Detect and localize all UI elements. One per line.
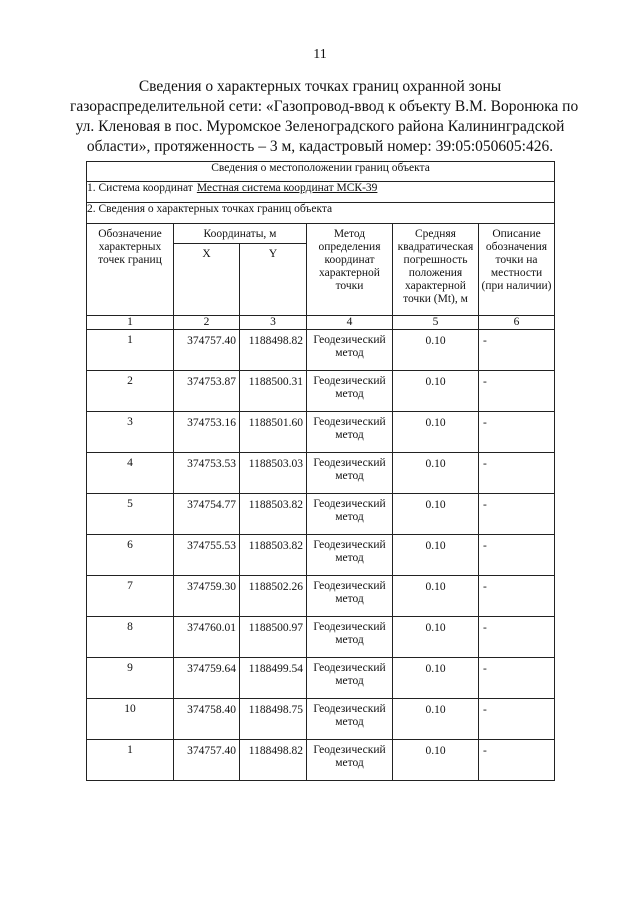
column-index: 2 — [174, 316, 240, 330]
column-index: 3 — [240, 316, 307, 330]
point-cell: 1 — [87, 330, 174, 371]
y-coordinate-cell: 1188503.82 — [240, 535, 307, 576]
error-cell: 0.10 — [393, 371, 479, 412]
y-coordinate-cell: 1188502.26 — [240, 576, 307, 617]
description-cell: - — [479, 658, 555, 699]
point-cell: 5 — [87, 494, 174, 535]
y-coordinate-cell: 1188499.54 — [240, 658, 307, 699]
error-cell: 0.10 — [393, 535, 479, 576]
heading-line: газораспределительной сети: «Газопровод-ввод к объекту В.М. Воронюка по — [70, 98, 579, 115]
point-cell: 7 — [87, 576, 174, 617]
y-coordinate-cell: 1188501.60 — [240, 412, 307, 453]
method-cell: Геодезический метод — [307, 371, 393, 412]
error-cell: 0.10 — [393, 330, 479, 371]
point-cell: 10 — [87, 699, 174, 740]
table-row — [87, 740, 555, 781]
x-coordinate-cell: 374753.87 — [174, 371, 240, 412]
header-x: X — [174, 244, 240, 316]
x-coordinate-cell: 374754.77 — [174, 494, 240, 535]
points-section-title: 2. Сведения о характерных точках границ объекта — [87, 203, 555, 224]
method-cell: Геодезический метод — [307, 699, 393, 740]
table-row — [87, 494, 555, 535]
method-cell: Геодезический метод — [307, 330, 393, 371]
table-row — [87, 330, 555, 371]
error-cell: 0.10 — [393, 617, 479, 658]
point-cell: 8 — [87, 617, 174, 658]
boundary-points-table — [86, 161, 555, 781]
method-cell: Геодезический метод — [307, 740, 393, 781]
table-row — [87, 658, 555, 699]
point-cell: 4 — [87, 453, 174, 494]
point-cell: 9 — [87, 658, 174, 699]
method-cell: Геодезический метод — [307, 412, 393, 453]
error-cell: 0.10 — [393, 453, 479, 494]
table-row — [87, 535, 555, 576]
x-coordinate-cell: 374757.40 — [174, 740, 240, 781]
description-cell: - — [479, 494, 555, 535]
error-cell: 0.10 — [393, 740, 479, 781]
description-cell: - — [479, 535, 555, 576]
x-coordinate-cell: 374758.40 — [174, 699, 240, 740]
column-index: 5 — [393, 316, 479, 330]
description-cell: - — [479, 740, 555, 781]
table-row — [87, 699, 555, 740]
x-coordinate-cell: 374759.64 — [174, 658, 240, 699]
method-cell: Геодезический метод — [307, 494, 393, 535]
error-cell: 0.10 — [393, 699, 479, 740]
coord-system-value: Местная система координат МСК-39 — [196, 182, 378, 194]
y-coordinate-cell: 1188498.75 — [240, 699, 307, 740]
coord-system-cell — [87, 182, 555, 203]
method-cell: Геодезический метод — [307, 535, 393, 576]
header-method: Метод определения координат характерной точки — [307, 224, 393, 316]
x-coordinate-cell: 374755.53 — [174, 535, 240, 576]
description-cell: - — [479, 371, 555, 412]
method-cell: Геодезический метод — [307, 617, 393, 658]
coord-system-label: 1. Система координат — [87, 182, 193, 194]
header-row-1 — [87, 224, 555, 244]
error-cell: 0.10 — [393, 494, 479, 535]
table-row — [87, 412, 555, 453]
method-cell: Геодезический метод — [307, 576, 393, 617]
y-coordinate-cell: 1188498.82 — [240, 330, 307, 371]
description-cell: - — [479, 576, 555, 617]
point-cell: 1 — [87, 740, 174, 781]
header-coordinates: Координаты, м — [174, 224, 307, 244]
y-coordinate-cell: 1188500.97 — [240, 617, 307, 658]
error-cell: 0.10 — [393, 576, 479, 617]
error-cell: 0.10 — [393, 412, 479, 453]
description-cell: - — [479, 617, 555, 658]
document-heading — [70, 77, 579, 157]
header-designation: Обозначение характерных точек границ — [87, 224, 174, 316]
column-index: 4 — [307, 316, 393, 330]
description-cell: - — [479, 330, 555, 371]
x-coordinate-cell: 374760.01 — [174, 617, 240, 658]
method-cell: Геодезический метод — [307, 658, 393, 699]
point-cell: 6 — [87, 535, 174, 576]
header-y: Y — [240, 244, 307, 316]
x-coordinate-cell: 374759.30 — [174, 576, 240, 617]
point-cell: 3 — [87, 412, 174, 453]
heading-line: Сведения о характерных точках границ охранной зоны — [138, 78, 502, 95]
heading-line: ул. Кленовая в пос. Муромское Зеленоградского района Калининградской — [75, 118, 565, 135]
page-number: 11 — [313, 47, 327, 62]
section-title-row — [87, 162, 555, 182]
x-coordinate-cell: 374757.40 — [174, 330, 240, 371]
x-coordinate-cell: 374753.53 — [174, 453, 240, 494]
y-coordinate-cell: 1188498.82 — [240, 740, 307, 781]
heading-line: области», протяженность – 3 м, кадастровый номер: 39:05:050605:426. — [86, 138, 554, 155]
header-error: Средняя квадратическая погрешность положения характерной точки (Mt), м — [393, 224, 479, 316]
table-row — [87, 453, 555, 494]
table-row — [87, 371, 555, 412]
error-cell: 0.10 — [393, 658, 479, 699]
column-index: 6 — [479, 316, 555, 330]
column-index: 1 — [87, 316, 174, 330]
coord-system-row — [87, 182, 555, 203]
y-coordinate-cell: 1188500.31 — [240, 371, 307, 412]
header-description: Описание обозначения точки на местности (при наличии) — [479, 224, 555, 316]
table-row — [87, 576, 555, 617]
table-row — [87, 617, 555, 658]
description-cell: - — [479, 453, 555, 494]
column-index-row — [87, 316, 555, 330]
point-cell: 2 — [87, 371, 174, 412]
method-cell: Геодезический метод — [307, 453, 393, 494]
description-cell: - — [479, 699, 555, 740]
section-title: Сведения о местоположении границ объекта — [87, 162, 555, 182]
description-cell: - — [479, 412, 555, 453]
y-coordinate-cell: 1188503.03 — [240, 453, 307, 494]
y-coordinate-cell: 1188503.82 — [240, 494, 307, 535]
points-section-row — [87, 203, 555, 224]
x-coordinate-cell: 374753.16 — [174, 412, 240, 453]
